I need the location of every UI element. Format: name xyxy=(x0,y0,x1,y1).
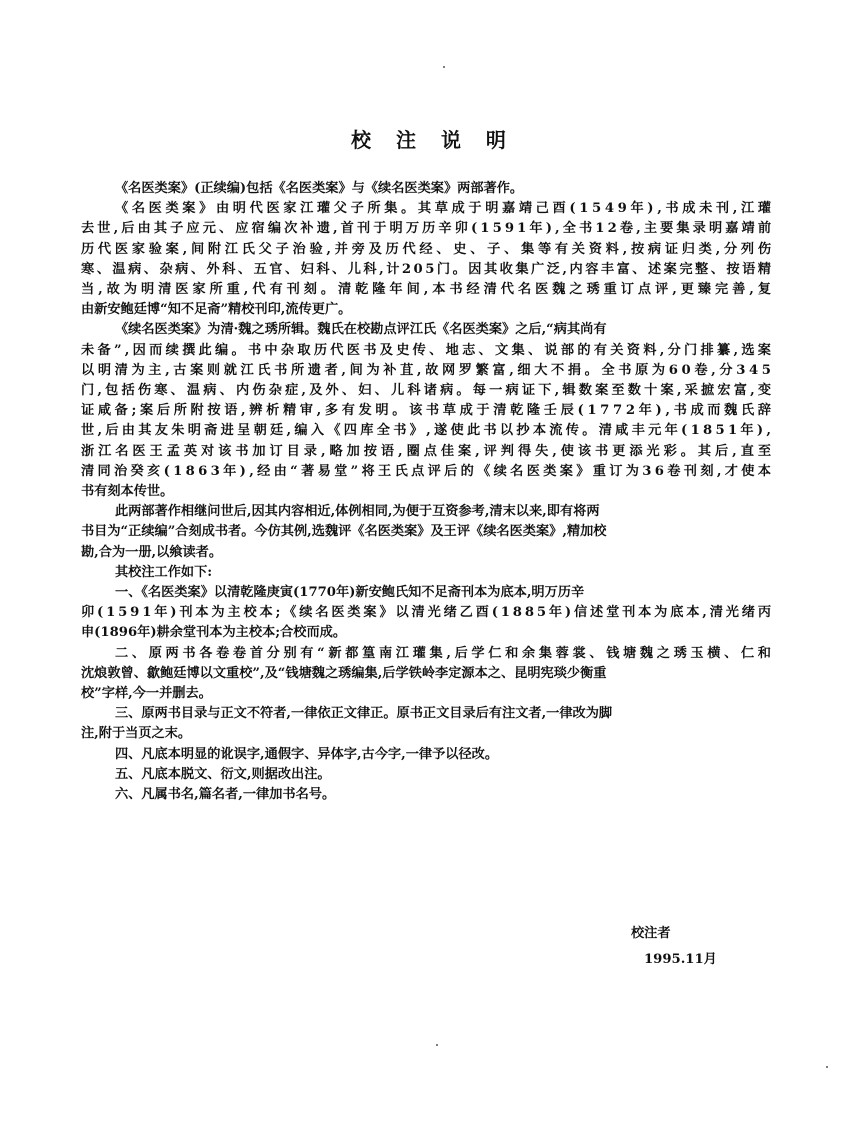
text-line: 清同治癸亥(1863年),经由“著易堂”将王氏点评后的《续名医类案》重订为36卷刊刻,才使本 xyxy=(81,463,775,479)
text-line: 世,后由其友朱明斋进呈朝廷,编入《四库全书》,遂使此书以抄本流传。清咸丰元年(1851年), xyxy=(81,423,775,439)
paragraph xyxy=(81,320,775,502)
paragraph xyxy=(81,765,771,785)
document-body xyxy=(81,179,775,805)
text-line: 五、凡底本脱文、衍文,则据改出注。 xyxy=(115,766,331,782)
paragraph xyxy=(81,199,775,320)
text-line: 浙江名医王孟英对该书加订目录,略加按语,圈点佳案,评判得失,使该书更添光彩。其后,直至 xyxy=(81,443,775,459)
text-line: 卯(1591年)刊本为主校本;《续名医类案》以清光绪乙酉(1885年)信述堂刊本为底本,清光绪丙 xyxy=(81,605,774,621)
paragraph xyxy=(81,179,771,199)
text-line: 四、凡底本明显的讹误字,通假字、异体字,古今字,一律予以径改。 xyxy=(115,746,499,762)
text-line: 书有刻本传世。 xyxy=(81,484,174,500)
text-line: 门,包括伤寒、温病、内伤杂症,及外、妇、儿科诸病。每一病证下,辑数案至数十案,采摭宏富,变 xyxy=(81,383,775,399)
text-line: 《续名医类案》为清·魏之琇所辑。魏氏在校勘点评江氏《名医类案》之后,“病其尚有 xyxy=(115,322,607,338)
paragraph xyxy=(81,785,771,805)
text-line: 六、凡属书名,篇名者,一律加书名号。 xyxy=(115,787,336,803)
scan-speck xyxy=(826,1066,828,1068)
text-line: 一、《名医类案》以清乾隆庚寅(1770年)新安鲍氏知不足斋刊本为底本,明万历辛 xyxy=(115,585,585,601)
text-line: 证咸备;案后所附按语,辨析精审,多有发明。该书草成于清乾隆壬辰(1772年),书成而魏氏辞 xyxy=(81,403,775,419)
text-line: 以明清为主,古案则就江氏书所遗者,间为补苴,故网罗繁富,细大不捐。全书原为60卷,分345 xyxy=(81,362,775,378)
paragraph xyxy=(81,644,775,705)
scan-speck xyxy=(436,1044,438,1046)
text-line: 寒、温病、杂病、外科、五官、妇科、儿科,计205门。因其收集广泛,内容丰富、述案完整、按语精 xyxy=(81,261,774,277)
signature-name: 校注者 xyxy=(631,926,671,941)
text-line: 《名医类案》(正续编)包括《名医类案》与《续名医类案》两部著作。 xyxy=(115,181,524,196)
text-line: 申(1896年)耕余堂刊本为主校本;合校而成。 xyxy=(81,625,347,641)
text-line: 《名医类案》由明代医家江瓘父子所集。其草成于明嘉靖己酉(1549年),书成未刊,江瓘 xyxy=(115,201,775,217)
text-line: 由新安鲍廷博“知不足斋”精校刊印,流传更广。 xyxy=(81,302,352,318)
text-line: 书目为“正续编”合刻成书者。今仿其例,选魏评《名医类案》及王评《续名医类案》,精加校 xyxy=(81,524,607,540)
text-line: 注,附于当页之末。 xyxy=(81,726,192,742)
paragraph xyxy=(81,704,771,744)
paragraph xyxy=(81,583,774,644)
signature-date: 1995.11月 xyxy=(644,952,717,967)
scan-speck xyxy=(443,66,445,68)
page-title: 校 注 说 明 xyxy=(351,128,515,152)
text-line: 二、原两书各卷卷首分别有“新都篁南江瓘集,后学仁和余集蓉裳、钱塘魏之琇玉横、仁和 xyxy=(115,645,775,661)
text-line: 当,故为明清医家所重,代有刊刻。清乾隆年间,本书经清代名医魏之琇重订点评,更臻完善,复 xyxy=(81,282,775,298)
text-line: 历代医家验案,间附江氏父子治验,并旁及历代经、史、子、集等有关资料,按病证归类,分列伤 xyxy=(81,241,775,257)
text-line: 去世,后由其子应元、应宿编次补遗,首刊于明万历辛卯(1591年),全书12卷,主要集录明嘉靖前 xyxy=(81,221,775,237)
text-line: 三、原两书目录与正文不符者,一律依正文律正。原书正文目录后有注文者,一律改为脚 xyxy=(115,706,613,722)
text-line: 校”字样,今一并删去。 xyxy=(81,686,212,702)
text-line: 此两部著作相继问世后,因其内容相近,体例相同,为便于互资参考,清末以来,即有将两 xyxy=(115,504,600,520)
text-line: 未备”,因而续撰此编。书中杂取历代医书及史传、地志、文集、说部的有关资料,分门排纂,选案 xyxy=(81,342,775,358)
text-line: 勘,合为一册,以飨读者。 xyxy=(81,544,223,560)
text-line: 沈烺敦曾、歙鲍廷博以文重校”,及“钱塘魏之琇编集,后学铁岭李定源本之、昆明宪琰少衡重 xyxy=(81,665,607,681)
paragraph xyxy=(81,745,771,765)
text-line: 其校注工作如下: xyxy=(115,564,213,580)
paragraph xyxy=(81,502,771,563)
paragraph xyxy=(81,563,771,583)
